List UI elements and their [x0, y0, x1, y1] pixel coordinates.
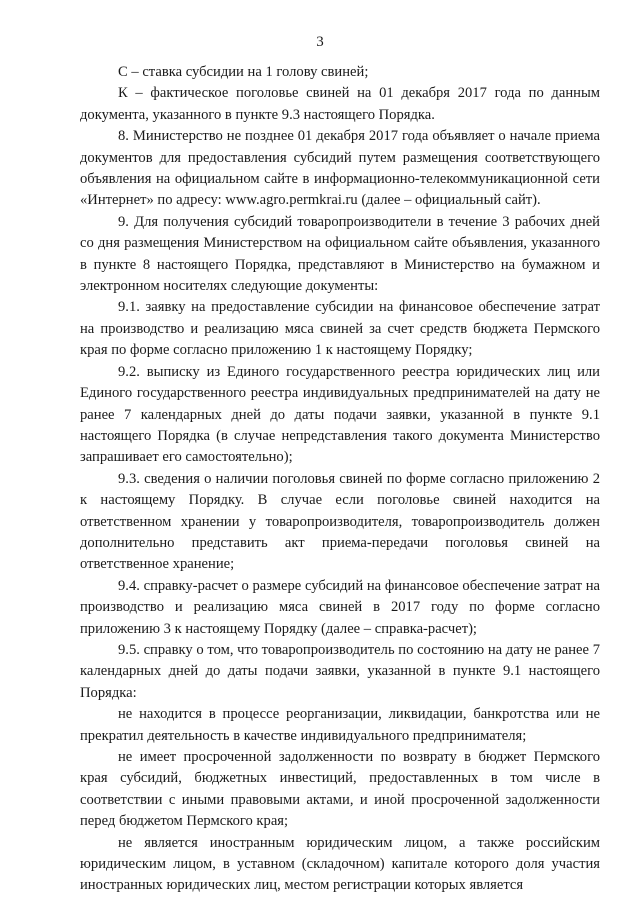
paragraph-item-9-2: 9.2. выписку из Единого государственного реестра юридических лиц или Единого государственного реестра индивидуальных предпринимателей на дату не ранее 7 календарных дней до даты подачи заявки, указанной в пункте 9.1 настоящего Порядка (в случае непредставления такого документа Министерство запрашивает его самостоятельно);: [80, 363, 600, 466]
page-number: 3: [316, 34, 324, 50]
paragraph-condition-reorganization: не находится в процессе реорганизации, ликвидации, банкротства или не прекратил деятельность в качестве индивидуального предпринимателя;: [80, 706, 600, 744]
paragraph-item-9-1: 9.1. заявку на предоставление субсидии на финансовое обеспечение затрат на производство и реализацию мяса свиней за счет средств бюджета Пермского края по форме согласно приложению 1 к настоящему Порядку;: [80, 299, 600, 359]
paragraph-rate-definition: С – ставка субсидии на 1 голову свиней;: [118, 64, 369, 80]
paragraph-item-9: 9. Для получения субсидий товаропроизводители в течение 3 рабочих дней со дня размещения Министерством на официальном сайте объявления, указанного в пункте 8 настоящего Порядка, представляют в Министерство на бумажном и электронном носителях следующие документы:: [80, 213, 600, 295]
document-body: [80, 62, 600, 897]
paragraph-item-8: 8. Министерство не позднее 01 декабря 2017 года объявляет о начале приема документов для предоставления субсидий путем размещения соответствующего объявления на официальном сайте в информационно-телекоммуникационной сети «Интернет» по адресу: www.agro.permkrai.ru (далее – официальный сайт).: [80, 128, 600, 209]
paragraph-item-9-4: 9.4. справку-расчет о размере субсидий на финансовое обеспечение затрат на производство и реализацию мяса свиней в 2017 году по форме согласно приложению 3 к настоящему Порядку (далее – справка-расчет);: [80, 577, 600, 637]
paragraph-condition-foreign-entity: не является иностранным юридическим лицом, а также российским юридическим лицом, в уставном (складочном) капитале которого доля участия иностранных юридических лиц, местом регистрации которых является: [80, 834, 600, 894]
paragraph-livestock-definition: К – фактическое поголовье свиней на 01 декабря 2017 года по данным документа, указанного в пункте 9.3 настоящего Порядка.: [80, 85, 600, 123]
paragraph-item-9-5: 9.5. справку о том, что товаропроизводитель по состоянию на дату не ранее 7 календарных дней до даты подачи заявки, указанной в пункте 9.1 настоящего Порядка:: [80, 641, 600, 701]
paragraph-condition-debt: не имеет просроченной задолженности по возврату в бюджет Пермского края субсидий, бюджетных инвестиций, предоставленных в том числе в соответствии с иными правовыми актами, и иной просроченной задолженности перед бюджетом Пермского края;: [80, 749, 600, 830]
paragraph-item-9-3: 9.3. сведения о наличии поголовья свиней по форме согласно приложению 2 к настоящему Порядку. В случае если поголовье свиней находится на ответственном хранении у товаропроизводителя, товаропроизводитель должен дополнительно представить акт приема-передачи поголовья свиней на ответственное хранение;: [80, 470, 600, 573]
